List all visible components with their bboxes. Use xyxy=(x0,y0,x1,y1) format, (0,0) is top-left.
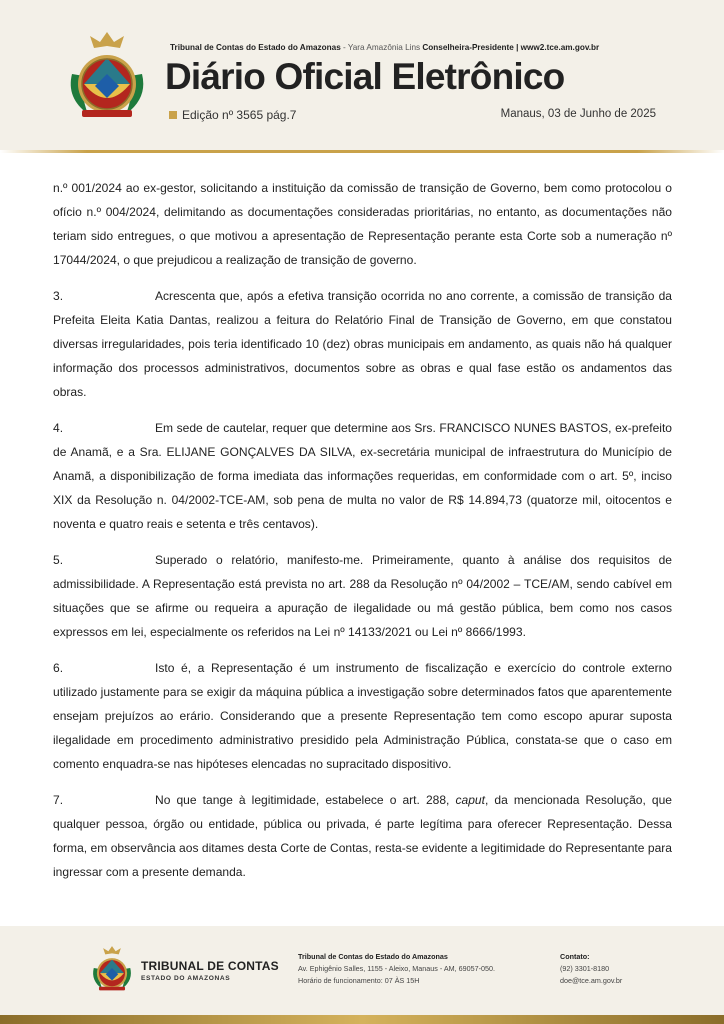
document-body xyxy=(53,176,672,896)
edition-text: Edição nº 3565 pág.7 xyxy=(182,108,297,122)
tce-seal-icon xyxy=(62,28,152,124)
paragraph-text: , da mencionada Resolução, que qualquer pessoa, órgão ou entidade, pública ou privada, é parte legítima para oferecer Representação. Dessa forma, em observância aos ditames desta Corte de Contas, resta-se evidente a legitimidade do Representante para ingressar com a presente demanda. xyxy=(53,793,672,879)
paragraph-6 xyxy=(53,656,672,776)
footer-org-name: Tribunal de Contas do Estado do Amazonas xyxy=(298,952,448,961)
paragraph-continuation: n.º 001/2024 ao ex-gestor, solicitando a instituição da comissão de transição de Governo, bem como protocolou o ofício n.º 004/2024, delimitando as documentações consideradas prioritárias, no entanto, as documentações não teriam sido entregues, o que motivou a apresentação de Representação perante esta Corte sob a numeração nº 17044/2024, o que prejudicou a realização de transição de governo. xyxy=(53,181,672,267)
footer-phone: (92) 3301-8180 xyxy=(560,964,610,973)
footer-contact-title: Contato: xyxy=(560,952,590,961)
paragraph-number: 4. xyxy=(53,421,64,435)
header-divider xyxy=(0,150,724,153)
page-title: Diário Oficial Eletrônico xyxy=(165,56,565,97)
footer-address-block xyxy=(298,951,495,987)
paragraph-italic-term: caput xyxy=(455,793,485,807)
president-title-and-site: Conselheira-Presidente | www2.tce.am.gov.br xyxy=(422,43,600,52)
paragraph-3 xyxy=(53,284,672,404)
footer-email-link[interactable]: doe@tce.am.gov.br xyxy=(560,976,623,985)
footer-brand: TRIBUNAL DE CONTAS xyxy=(141,959,279,973)
publication-date: Manaus, 03 de Junho de 2025 xyxy=(500,108,656,120)
paragraph-text: Isto é, a Representação é um instrumento de fiscalização e exercício do controle externo utilizado justamente para se exigir da máquina pública a investigação sobre determinados fatos que aparentemente ensejam prejuízos ao erário. Considerando que a presente Representação tem como escopo apurar suposta ilegalidade em procedimento administrativo presidido pela Administração Pública, constata-se que o caso em comento enquadra-se nas hipóteses elencadas no supracitado dispositivo. xyxy=(53,661,672,771)
paragraph-5 xyxy=(53,548,672,644)
footer-gold-bar xyxy=(0,1015,724,1024)
footer-contact-block xyxy=(560,951,622,987)
paragraph-number: 7. xyxy=(53,793,64,807)
paragraph-text: Superado o relatório, manifesto-me. Primeiramente, quanto à análise dos requisitos de admissibilidade. A Representação está prevista no art. 288 da Resolução nº 04/2002 – TCE/AM, sendo cabível em situações que se afirme ou requeira a apuração de ilegalidade ou má gestão pública, bem como nos casos expressos em lei, especialmente os referidos na Lei nº 14133/2021 ou Lei nº 8666/1993. xyxy=(53,553,672,639)
paragraph-text: No que tange à legitimidade, estabelece o art. 288, xyxy=(155,793,456,807)
paragraph-text: Acrescenta que, após a efetiva transição ocorrida no ano corrente, a comissão de transição da Prefeita Eleita Katia Dantas, realizou a feitura do Relatório Final de Transição de Governo, em que constatou diversas irregularidades, pois teria identificado 10 (dez) obras municipais em andamento, as quais não há qualquer informação dos processos administrativos, documentos sobre as obras e qual fase estão os andamentos das obras. xyxy=(53,289,672,399)
paragraph-number: 6. xyxy=(53,661,64,675)
paragraph-7 xyxy=(53,788,672,884)
paragraph-text: Em sede de cautelar, requer que determine aos Srs. FRANCISCO NUNES BASTOS, ex-prefeito de Anamã, e a Sra. ELIJANE GONÇALVES DA SILVA, ex-secretária municipal de infraestrutura do Município de Anamã, a disponibilização de forma imediata das informações requeridas, em conformidade com o art. 5º, inciso XIX da Resolução n. 04/2002-TCE-AM, sob pena de multa no valor de R$ 14.894,73 (quatorze mil, oitocentos e noventa e quatro reais e setenta e três centavos). xyxy=(53,421,672,531)
paragraph-4 xyxy=(53,416,672,536)
paragraph-number: 3. xyxy=(53,289,64,303)
footer-brand-subtitle: ESTADO DO AMAZONAS xyxy=(141,975,231,982)
tce-footer-seal-icon xyxy=(88,944,136,994)
footer-address: Av. Ephigênio Salles, 1155 - Aleixo, Manaus - AM, 69057-050. xyxy=(298,964,495,973)
edition-label xyxy=(169,108,296,122)
org-name: Tribunal de Contas do Estado do Amazonas xyxy=(170,43,341,52)
square-bullet-icon xyxy=(169,111,177,119)
footer-hours: Horário de funcionamento: 07 ÀS 15H xyxy=(298,976,420,985)
president-name: - Yara Amazônia Lins xyxy=(340,43,423,52)
header-top-line xyxy=(170,43,599,52)
paragraph-number: 5. xyxy=(53,553,64,567)
